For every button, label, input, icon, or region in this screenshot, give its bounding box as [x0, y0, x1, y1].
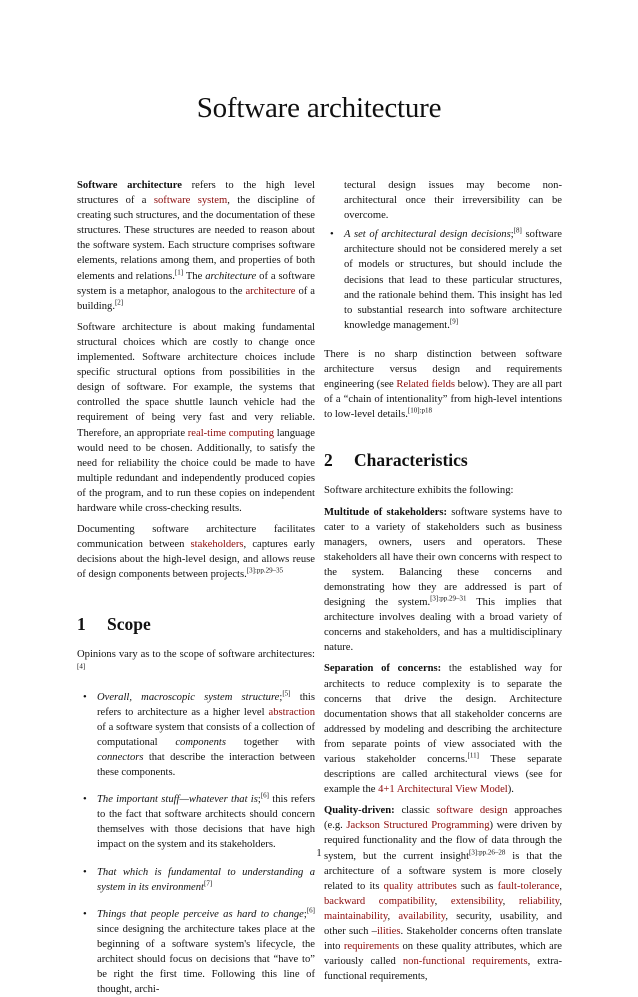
scope-list-continued — [324, 227, 562, 333]
right-column — [324, 178, 562, 990]
link-software-system[interactable]: software system — [153, 195, 228, 207]
paragraph-documenting: Documenting software architecture facilitates communication between stakeholders, captures early decisions about the high-level design, and allows reuse of design components between projects.$^{[3]:pp.29-35}$ — [77, 524, 315, 581]
list-item: • Overall, macroscopic system structure;[5] this refers to architecture as a higher level abstraction of a software system that consists of a collection of computational components together with connectors that describe the interaction between these components. — [83, 689, 315, 779]
link-quality-attributes[interactable]: quality attributes — [383, 880, 457, 892]
list-item: • A set of architectural design decisions;[8] software architecture should not be considered merely a set of models or structures, but should include the decisions that lead to these particular structures, and the rationale behind them. This insight has led to substantial research into software architecture knowledge management.[9] — [330, 226, 562, 331]
paragraph-structural-choices: Software architecture is about making fundamental structural choices which are costly to change once implemented. Software architecture choices include specific structural options from possibilities in the design of software. For example, the systems that controlled the space shuttle launch vehicle had the requirement of being very fast and very reliable. Therefore, an appropriate real-time computing language would need to be chosen. Additionally, to satisfy the need for reliability the choice could be made to have multiple redundant and independently produced copies of the program, and to run these copies on independent hardware while cross-checking results. — [77, 321, 315, 514]
link-non-functional-requirements[interactable]: non-functional requirements — [402, 956, 528, 968]
list-item: • That which is fundamental to understanding a system in its environment[7] — [83, 866, 315, 893]
link-real-time-computing[interactable]: real-time computing — [187, 427, 275, 439]
link-software-design[interactable]: software design — [436, 805, 508, 817]
list-item-continuation: tectural design issues may become non-architectural once their irreversibility can be overcome. — [344, 180, 562, 222]
link-extensibility[interactable]: extensibility — [450, 895, 503, 907]
link-related-fields[interactable]: Related fields — [396, 379, 455, 391]
link-ilities[interactable]: ilities — [376, 926, 401, 938]
paragraph-quality: Quality-driven: classic software design approaches (e.g. Jackson Structured Programming) were driven by required functionality and the flow of data through the system, but the current insight$^{[3]:pp.26-28}$ is that the architecture of a software system is more closely related to its quality attributes such as fault-tolerance, backward compatibility, extensibility, reliability, maintainability, availability, security, usability, and other such –ilities. Stakeholder concerns often translate into requirements on these quality attributes, which are variously called non-functional requirements, extra-functional requirements, — [324, 805, 563, 983]
link-fault-tolerance[interactable]: fault-tolerance — [497, 880, 560, 892]
link-4plus1-model[interactable]: 4+1 Architectural View Model — [378, 784, 508, 796]
section-heading-characteristics: 2 Characteristics — [324, 450, 468, 471]
link-architecture[interactable]: architecture — [245, 285, 296, 297]
link-availability[interactable]: availability — [398, 910, 446, 922]
scope-intro: Opinions vary as to the scope of software architectures:[4] — [77, 649, 315, 670]
paragraph-separation: Separation of concerns: the established way for architects to reduce complexity is to separate the concerns that drive the design. Architecture documentation shows that all stakeholder concerns are addressed by modeling and describing the architecture from separate points of view associated with the various stakeholder concerns.[11] These separate descriptions are called architectural views (see for example the 4+1 Architectural View Model). — [324, 663, 562, 796]
paragraph-stakeholders: Multitude of stakeholders: software systems have to cater to a variety of stakeholders such as business managers, owners, users and operators. These stakeholders all have their own concerns with respect to the system. Balancing these concerns and demonstrating how they are addressed is part of designing the system.$^{[3]:pp.29-31}$ This implies that architecture involves dealing with a broad variety of concerns and stakeholders, and has a multidisciplinary nature. — [324, 506, 563, 654]
intro-paragraph: Software architecture refers to the high level structures of a software system, the discipline of creating such structures, and the documentation of these structures. These structures are needed to reason about the software system. Each structure comprises software elements, relations among them, and properties of both elements and relations.[1] The architecture of a software system is a metaphor, analogous to the architecture of a building.[2] — [77, 180, 315, 312]
link-stakeholders[interactable]: stakeholders — [190, 539, 244, 551]
page-title: Software architecture — [196, 92, 442, 124]
paragraph-no-sharp-distinction: There is no sharp distinction between software architecture versus design and requirements engineering (see Related fields below). They are all part of a “chain of intentionality” from high-level intentions to low-level details.$^{[10]:p18}$ — [324, 348, 563, 421]
scope-list — [77, 690, 315, 997]
left-column — [77, 178, 315, 997]
link-reliability[interactable]: reliability — [518, 895, 560, 907]
link-requirements[interactable]: requirements — [343, 941, 400, 953]
list-item: • Things that people perceive as hard to change;[6] since designing the architecture takes place at the beginning of a software system's lifecycle, the architect should focus on decisions that “have to” be right the first time. Following this line of thought, archi- — [83, 906, 315, 996]
link-maintainability[interactable]: maintainability — [324, 910, 388, 922]
section-heading-scope: 1 Scope — [77, 614, 151, 635]
characteristics-intro: Software architecture exhibits the following: — [324, 485, 514, 497]
link-jackson-structured-programming[interactable]: Jackson Structured Programming — [346, 820, 490, 832]
page-number: 1 — [316, 848, 322, 859]
list-item: • The important stuff—whatever that is;[6] this refers to the fact that software architects should concern themselves with those decisions that have high impact on the system and its stakeholders. — [83, 791, 315, 851]
link-backward-compatibility[interactable]: backward compatibility — [324, 895, 435, 907]
link-abstraction[interactable]: abstraction — [268, 706, 315, 718]
